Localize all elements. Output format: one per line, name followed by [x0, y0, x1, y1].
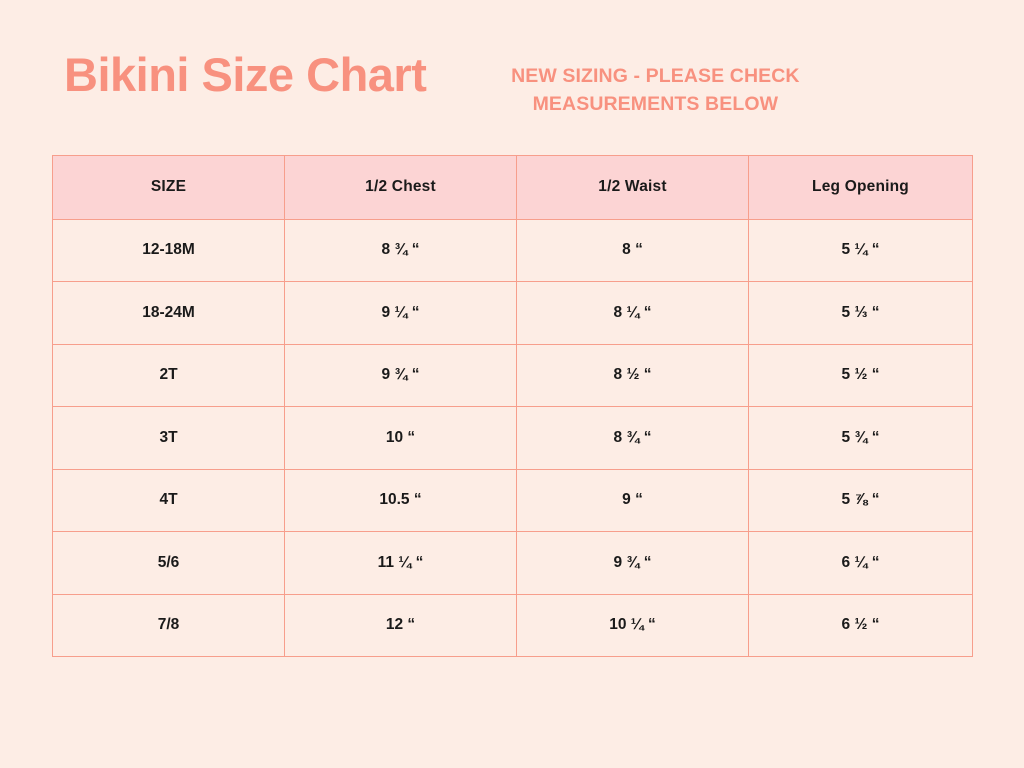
cell-half-waist: 8 ¼ “: [517, 282, 749, 345]
cell-half-waist: 9 ¾ “: [517, 532, 749, 595]
cell-size: 3T: [53, 407, 285, 470]
size-table-container: [0, 155, 1024, 658]
table-header: [53, 155, 973, 219]
cell-half-chest: 10 “: [285, 407, 517, 470]
table-row: [53, 594, 973, 657]
cell-leg-opening: 5 ½ “: [749, 344, 973, 407]
cell-size: 7/8: [53, 594, 285, 657]
cell-half-chest: 10.5 “: [285, 469, 517, 532]
cell-half-chest: 8 ¾ “: [285, 219, 517, 282]
table-row: [53, 532, 973, 595]
column-header-half-chest: 1/2 Chest: [285, 155, 517, 219]
cell-half-waist: 8 “: [517, 219, 749, 282]
cell-half-waist: 9 “: [517, 469, 749, 532]
table-body: [53, 219, 973, 657]
cell-half-waist: 8 ½ “: [517, 344, 749, 407]
cell-leg-opening: 5 ¼ “: [749, 219, 973, 282]
cell-half-chest: 12 “: [285, 594, 517, 657]
cell-leg-opening: 5 ⅓ “: [749, 282, 973, 345]
cell-half-chest: 9 ¼ “: [285, 282, 517, 345]
page-header: [0, 0, 1024, 119]
cell-size: 4T: [53, 469, 285, 532]
cell-leg-opening: 5 ⅞ “: [749, 469, 973, 532]
cell-size: 5/6: [53, 532, 285, 595]
cell-half-chest: 11 ¼ “: [285, 532, 517, 595]
cell-leg-opening: 6 ½ “: [749, 594, 973, 657]
cell-leg-opening: 6 ¼ “: [749, 532, 973, 595]
column-header-size: SIZE: [53, 155, 285, 219]
table-row: [53, 282, 973, 345]
cell-half-waist: 8 ¾ “: [517, 407, 749, 470]
column-header-leg-opening: Leg Opening: [749, 155, 973, 219]
cell-leg-opening: 5 ¾ “: [749, 407, 973, 470]
cell-size: 2T: [53, 344, 285, 407]
cell-half-chest: 9 ¾ “: [285, 344, 517, 407]
table-header-row: [53, 155, 973, 219]
table-row: [53, 344, 973, 407]
column-header-half-waist: 1/2 Waist: [517, 155, 749, 219]
cell-half-waist: 10 ¼ “: [517, 594, 749, 657]
table-row: [53, 469, 973, 532]
page-subtitle: NEW SIZING - PLEASE CHECK MEASUREMENTS BELOW: [511, 65, 800, 116]
cell-size: 12-18M: [53, 219, 285, 282]
table-row: [53, 219, 973, 282]
size-chart-table: [52, 155, 973, 658]
page-title: Bikini Size Chart: [64, 48, 427, 101]
cell-size: 18-24M: [53, 282, 285, 345]
table-row: [53, 407, 973, 470]
